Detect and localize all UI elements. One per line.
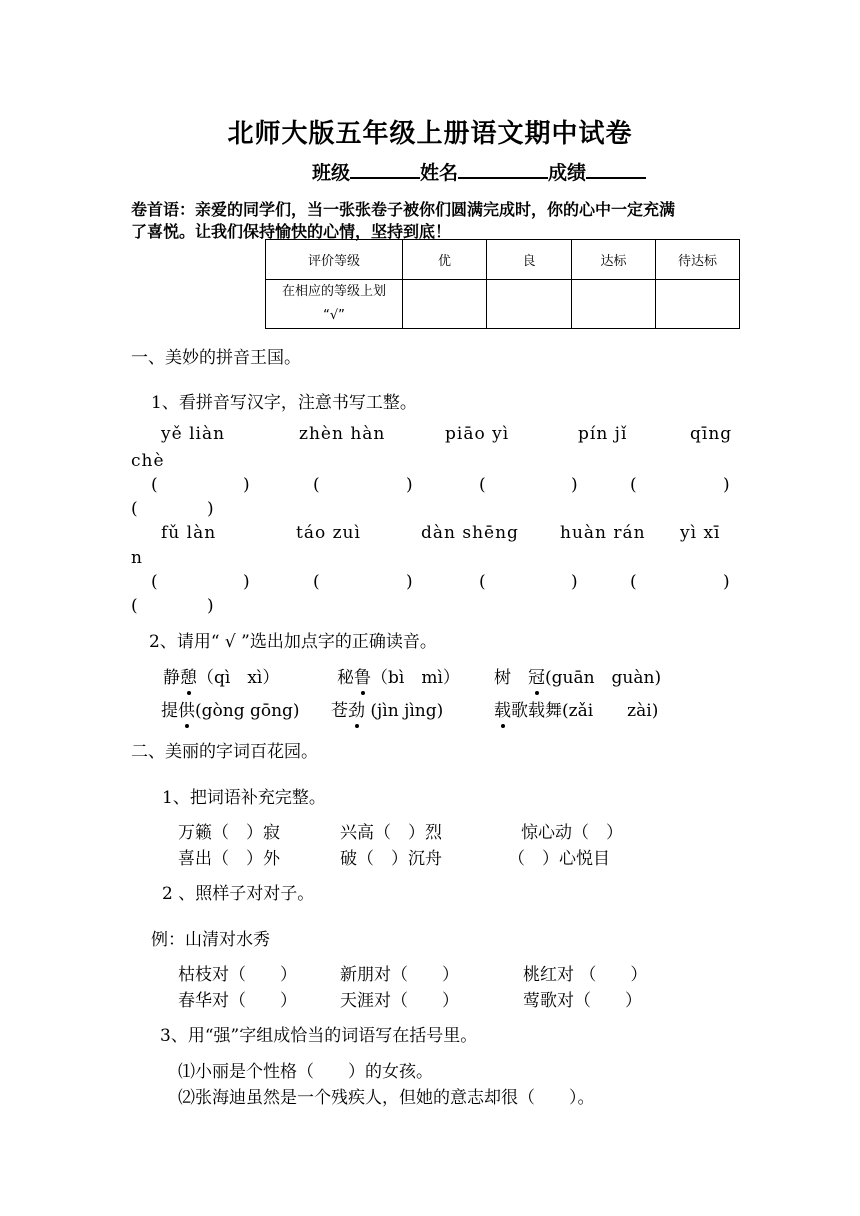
eval-header-pass: 达标 [572,240,656,280]
choice-b-options[interactable]: （bì mì） [371,668,460,688]
paren-open: ( [151,475,159,495]
paren-close: ) [723,572,731,592]
eval-header-level: 评价等级 [266,240,403,280]
dotted-char: 憩 [180,663,197,688]
choice-b-text: 秘 [337,668,354,688]
paren-open: ( [479,475,487,495]
paren-close: ) [243,475,251,495]
paren-close: ) [723,475,731,495]
paren-open: ( [313,475,321,495]
pinyin-6: fǔ làn [161,523,217,543]
eval-cell-pass[interactable] [572,280,656,329]
name-label: 姓名 [420,162,459,184]
s2-q3: 3、用“强”字组成恰当的词语写在括号里。 [160,1026,478,1046]
pinyin-10-wrap: n [131,548,143,568]
dotted-char: 冠 [528,663,545,688]
pinyin-3: piāo yì [445,424,510,444]
couplet-5: 天涯对（ ） [340,991,459,1011]
paren-open: ( [630,475,638,495]
eval-header-excellent: 优 [403,240,487,280]
choice-a [163,663,279,688]
paren-open: ( [630,572,638,592]
paren-open: ( [313,572,321,592]
couplet-6: 莺歌对（ ） [523,991,642,1011]
couplet-example: 例：山清对水秀 [151,930,270,950]
eval-cell-excellent[interactable] [403,280,487,329]
word-fill-4: 喜出（ ）外 [178,849,280,869]
dotted-char: 供 [178,696,195,721]
paren-close: ) [571,572,579,592]
eval-row-label-1: 在相应的等级上划 [281,284,386,299]
pinyin-7: táo zuì [296,523,361,543]
paren-close: ) [406,572,414,592]
choice-b [337,663,460,688]
choice-d [161,696,300,721]
page-title: 北师大版五年级上册语文期中试卷 [227,119,633,149]
dotted-char: 载 [494,696,511,721]
dotted-char: 劲 [348,696,365,721]
choice-c-options[interactable]: (guān guàn) [545,668,662,688]
eval-cell-good[interactable] [487,280,572,329]
s1-q2: 2、请用“ √ ”选出加点字的正确读音。 [149,632,437,652]
score-blank[interactable] [586,159,646,179]
paren-close: ) [207,499,215,519]
pinyin-1: yě liàn [161,424,226,444]
word-fill-1: 万籁（ ）寂 [178,823,280,843]
choice-d-options[interactable]: (gòng gōng) [195,701,300,721]
pinyin-5: qīng [690,424,733,444]
eval-row-label-2: “√” [323,308,345,323]
class-blank[interactable] [350,159,420,179]
pinyin-2: zhèn hàn [299,424,386,444]
paren-close: ) [571,475,579,495]
paren-open: ( [479,572,487,592]
intro-line-1: 卷首语：亲爱的同学们，当一张张卷子被你们圆满完成时，你的心中一定充满 [131,200,676,219]
eval-header-good: 良 [487,240,572,280]
s1-q1: 1、看拼音写汉字，注意书写工整。 [151,393,417,413]
paren-open: ( [131,596,139,616]
class-label: 班级 [312,162,351,184]
paren-open: ( [131,499,139,519]
eval-row-label [266,280,403,329]
pinyin-5-wrap: chè [131,451,165,471]
s2-q2: 2 、照样子对对子。 [162,884,315,904]
word-fill-2: 兴高（ ）烈 [340,823,442,843]
pinyin-10: yì xī [680,523,721,543]
pinyin-9: huàn rán [560,523,646,543]
word-fill-3: 惊心动（ ） [521,823,623,843]
choice-f [494,696,658,721]
choice-e-options[interactable]: (jìn jìng) [365,701,444,721]
choice-e-text: 苍 [331,701,348,721]
paren-open: ( [151,572,159,592]
dotted-char: 鲁 [354,663,371,688]
evaluation-table [265,239,740,329]
choice-c-text: 树 [494,668,528,688]
choice-e [331,696,443,721]
choice-a-options[interactable]: （qì xì） [197,668,280,688]
pinyin-8: dàn shēng [421,523,519,543]
eval-header-needs-work: 待达标 [656,240,740,280]
paren-close: ) [207,596,215,616]
score-label: 成绩 [548,162,587,184]
section-1-title: 一、美妙的拼音王国。 [131,348,301,368]
paren-close: ) [406,475,414,495]
student-info-line [312,158,646,185]
word-fill-5: 破（ ）沉舟 [340,849,442,869]
choice-c [494,663,661,688]
s2-q3-a: ⑴小丽是个性格（ ）的女孩。 [178,1062,433,1082]
s2-q3-b: ⑵张海迪虽然是一个残疾人，但她的意志却很（ ）。 [178,1088,595,1108]
intro-line-2: 了喜悦。让我们保持愉快的心情，坚持到底！ [131,222,452,241]
couplet-2: 新朋对（ ） [340,965,459,985]
choice-f-options[interactable]: 歌载舞(zǎi zài) [511,701,659,721]
eval-cell-needs-work[interactable] [656,280,740,329]
word-fill-6: （ ）心悦目 [508,849,610,869]
couplet-3: 桃红对 （ ） [523,965,648,985]
name-blank[interactable] [458,159,548,179]
choice-a-text: 静 [163,668,180,688]
choice-d-text: 提 [161,701,178,721]
s2-q1: 1、把词语补充完整。 [162,788,326,808]
paren-close: ) [243,572,251,592]
couplet-4: 春华对（ ） [178,991,297,1011]
section-2-title: 二、美丽的字词百花园。 [131,742,318,762]
pinyin-4: pín jǐ [578,424,628,444]
couplet-1: 枯枝对（ ） [178,965,297,985]
